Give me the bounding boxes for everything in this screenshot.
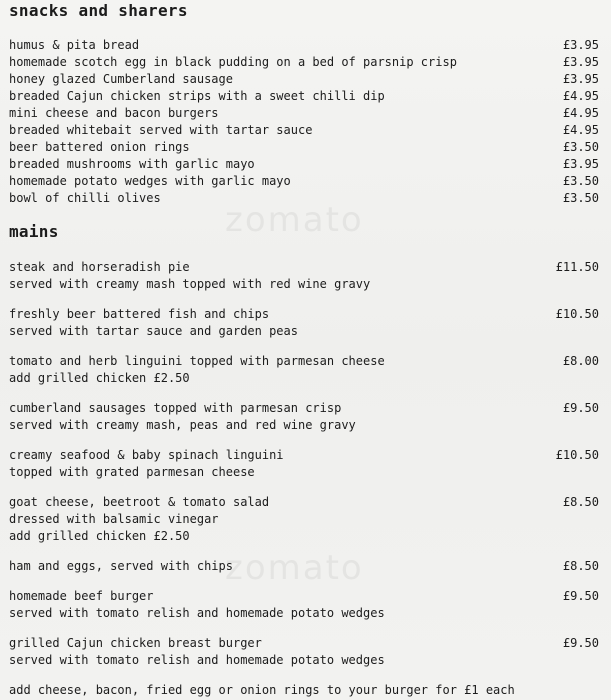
snack-item-name: breaded Cajun chicken strips with a sweet chilli dip bbox=[9, 89, 385, 103]
snack-item-price: £3.50 bbox=[562, 191, 599, 205]
snack-item-name: beer battered onion rings bbox=[9, 140, 190, 154]
main-item-price: £11.50 bbox=[555, 260, 599, 274]
main-item bbox=[9, 588, 599, 622]
mains-heading: mains bbox=[9, 222, 59, 241]
snack-item bbox=[9, 105, 599, 122]
main-item-description: dressed with balsamic vinegar bbox=[9, 512, 219, 526]
main-item-price: £10.50 bbox=[555, 307, 599, 321]
snack-item bbox=[9, 88, 599, 105]
main-item-price: £8.50 bbox=[562, 495, 599, 509]
main-item-description: add grilled chicken £2.50 bbox=[9, 529, 190, 543]
watermark-top: zomato bbox=[225, 200, 364, 240]
snack-item-name: bowl of chilli olives bbox=[9, 191, 161, 205]
main-item-name: ham and eggs, served with chips bbox=[9, 559, 233, 573]
snack-item bbox=[9, 173, 599, 190]
main-item bbox=[9, 353, 599, 387]
main-item-name: creamy seafood & baby spinach linguini bbox=[9, 448, 284, 462]
main-item-name: steak and horseradish pie bbox=[9, 260, 190, 274]
main-item-name: grilled Cajun chicken breast burger bbox=[9, 636, 262, 650]
snack-item bbox=[9, 122, 599, 139]
main-item-description: served with creamy mash topped with red wine gravy bbox=[9, 277, 371, 291]
snack-item bbox=[9, 139, 599, 156]
main-item-description: topped with grated parmesan cheese bbox=[9, 465, 255, 479]
main-item-name: cumberland sausages topped with parmesan crisp bbox=[9, 401, 342, 415]
snack-item-price: £3.95 bbox=[562, 55, 599, 69]
snack-item-price: £4.95 bbox=[562, 106, 599, 120]
main-item bbox=[9, 494, 599, 545]
main-item bbox=[9, 400, 599, 434]
main-item-price: £9.50 bbox=[562, 401, 599, 415]
watermark-bottom: zomato bbox=[225, 548, 364, 588]
snack-item-name: humus & pita bread bbox=[9, 38, 140, 52]
main-item-price: £8.00 bbox=[562, 354, 599, 368]
snack-item bbox=[9, 156, 599, 173]
snack-item-price: £3.50 bbox=[562, 174, 599, 188]
snack-item bbox=[9, 71, 599, 88]
main-item-name: homemade beef burger bbox=[9, 589, 154, 603]
main-item bbox=[9, 635, 599, 669]
snack-item-name: mini cheese and bacon burgers bbox=[9, 106, 219, 120]
snack-item-price: £3.50 bbox=[562, 140, 599, 154]
burger-extras-note: add cheese, bacon, fried egg or onion rings to your burger for £1 each bbox=[9, 683, 515, 697]
main-item-name: goat cheese, beetroot & tomato salad bbox=[9, 495, 270, 509]
main-item-name: freshly beer battered fish and chips bbox=[9, 307, 270, 321]
main-item-name: tomato and herb linguini topped with parmesan cheese bbox=[9, 354, 385, 368]
snack-item-price: £4.95 bbox=[562, 123, 599, 137]
snack-item-name: homemade potato wedges with garlic mayo bbox=[9, 174, 291, 188]
snack-item-name: breaded whitebait served with tartar sauce bbox=[9, 123, 313, 137]
main-item-description: served with tartar sauce and garden peas bbox=[9, 324, 298, 338]
snack-item-price: £3.95 bbox=[562, 72, 599, 86]
snack-item-price: £4.95 bbox=[562, 89, 599, 103]
main-item-price: £9.50 bbox=[562, 636, 599, 650]
main-item-description: served with creamy mash, peas and red wine gravy bbox=[9, 418, 356, 432]
main-item-description: served with tomato relish and homemade potato wedges bbox=[9, 653, 385, 667]
snack-item bbox=[9, 54, 599, 71]
main-item bbox=[9, 558, 599, 575]
main-item-price: £10.50 bbox=[555, 448, 599, 462]
snack-item-price: £3.95 bbox=[562, 157, 599, 171]
snack-item-name: homemade scotch egg in black pudding on a bed of parsnip crisp bbox=[9, 55, 457, 69]
snack-item-name: honey glazed Cumberland sausage bbox=[9, 72, 233, 86]
main-item bbox=[9, 259, 599, 293]
main-item bbox=[9, 447, 599, 481]
main-item-price: £8.50 bbox=[562, 559, 599, 573]
main-item-description: add grilled chicken £2.50 bbox=[9, 371, 190, 385]
snack-item bbox=[9, 190, 599, 207]
main-item bbox=[9, 306, 599, 340]
snacks-heading: snacks and sharers bbox=[9, 1, 188, 20]
snack-item-name: breaded mushrooms with garlic mayo bbox=[9, 157, 255, 171]
main-item-description: served with tomato relish and homemade potato wedges bbox=[9, 606, 385, 620]
snack-item bbox=[9, 37, 599, 54]
main-item-price: £9.50 bbox=[562, 589, 599, 603]
snack-item-price: £3.95 bbox=[562, 38, 599, 52]
